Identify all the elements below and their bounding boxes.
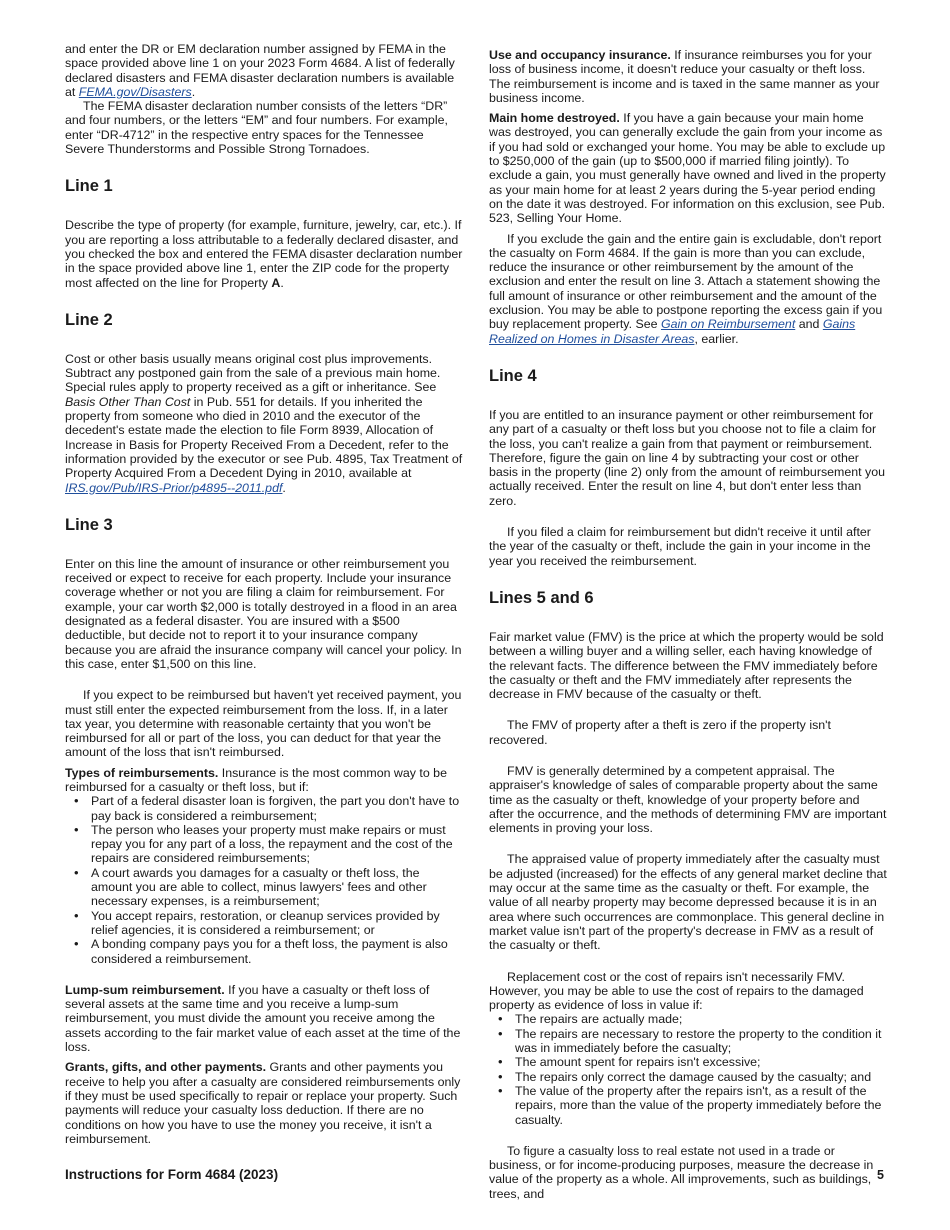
fema-number-paragraph: The FEMA disaster declaration number consists of the letters “DR” and four numbers, or the letters “EM” and four numbers. For example, enter “DR-4712” in the respective entry spaces for the Tennessee Severe Thunderstorms and Possible Strong Tornadoes. [65,99,448,157]
heading-line-1: Line 1 [65,177,113,196]
heading-lines-5-6: Lines 5 and 6 [489,588,594,607]
fema-paragraph: and enter the DR or EM declaration number assigned by FEMA in the space provided above line 1 on your 2023 Form 4684. A list of federally declared disasters and FEMA disaster declaration numbers is available at FEMA.gov/Disasters. [65,42,455,99]
right-column [489,42,887,1201]
list-item: • The repairs are necessary to restore the property to the condition it was in immediately before the casualty; [515,1027,887,1056]
heading-line-3: Line 3 [65,515,113,534]
left-column [65,42,463,1146]
exclude-gain-paragraph: If you exclude the gain and the entire gain is excludable, don't report the casualty on Form 4684. If the gain is more than you can exclude, reduce the insurance or other reimbursement by the amount of the exclusion and enter the result on line 3. Attach a statement showing the full amount of insurance or other reimbursement and the amount of the exclusion. You may be able to postpone reporting the excess gain if you buy replacement property. See Gain on Reimbursement and Gains Realized on Homes in Disaster Areas, earlier. [489,231,883,346]
line4-paragraph: If you are entitled to an insurance payment or other reimbursement for any part of a casualty or theft loss but you choose not to file a claim for the loss, you can't realize a gain from that payment or reimbursement. Therefore, figure the gain on line 4 by subtracting your cost or other basis in the property (line 2) only from the amount of reimbursement you actually received. Enter the result on line 4, but don't enter less than zero. [489,407,885,508]
grants-paragraph: Grants, gifts, and other payments. Grants and other payments you receive to help you after a casualty are considered reimbursements only if they must be used specifically to repair or replace your property. Such payments will reduce your casualty loss deduction. If there are no conditions on how you have to use the money you receive, it isn't a reimbursement. [65,1060,461,1146]
list-item: • The person who leases your property must make repairs or must repay you for any part of a loss, the repayment and the cost of the repairs are considered reimbursements; [91,823,463,866]
line1-paragraph: Describe the type of property (for example, furniture, jewelry, car, etc.). If you are reporting a loss attributable to a federally declared disaster, and you checked the box and entered the FEMA disaster declaration number in the space provided above line 1, enter the ZIP code for the property most affected on the line for Property A. [65,218,463,290]
repairs-bullet-list [489,1012,887,1126]
fmv-appraisal-paragraph: FMV is generally determined by a competent appraisal. The appraiser's knowledge of sales of comparable property about the same time as the casualty or theft, knowledge of your property before and after the occurrence, and the methods of determining FMV are important elements in proving your loss. [489,763,887,836]
line2-paragraph: Cost or other basis usually means original cost plus improvements. Subtract any postponed gain from the sale of a previous main home. Special rules apply to property received as a gift or inheritance. See Basis Other Than Cost in Pub. 551 for details. If you inherited the property from someone who died in 2010 and the executor of the decedent's estate made the election to file Form 8939, Allocation of Increase in Basis for Property Received From a Decedent, refer to the information provided by the executor or see Pub. 4895, Tax Treatment of Property Acquired From a Decedent Dying in 2010, available at IRS.gov/Pub/IRS-Prior/p4895--2011.pdf. [65,351,463,495]
use-occupancy-paragraph: Use and occupancy insurance. If insurance reimburses you for your loss of business income, it doesn't reduce your casualty or theft loss. The reimbursement is income and is taxed in the same manner as your business income. [489,48,880,105]
gain-on-reimbursement-link[interactable]: Gain on Reimbursement [660,317,796,332]
fmv-theft-paragraph: The FMV of property after a theft is zero if the property isn't recovered. [489,718,831,747]
lump-sum-paragraph: Lump-sum reimbursement. If you have a casualty or theft loss of several assets at the same time and you receive a lump-sum reimbursement, you must divide the amount you receive among the assets according to the fair market value of each asset at the time of the loss. [65,982,461,1055]
types-of-reimbursements: Types of reimbursements. Insurance is the most common way to be reimbursed for a casualty or theft loss, but if: [65,765,447,794]
list-item: • The amount spent for repairs isn't excessive; [515,1055,887,1069]
list-item: • The repairs only correct the damage caused by the casualty; and [515,1070,887,1084]
fmv-definition-paragraph: Fair market value (FMV) is the price at which the property would be sold between a willing buyer and a willing seller, each having knowledge of the relevant facts. The difference between the FMV immediately before the casualty or theft and the FMV immediately after represents the decrease in FMV because of the casualty or theft. [489,629,884,702]
pub-4895-link[interactable]: IRS.gov/Pub/IRS-Prior/p4895--2011.pdf [65,480,283,495]
real-estate-paragraph: To figure a casualty loss to real estate not used in a trade or business, or for income-producing purposes, measure the decrease in value of the property as a whole. All improvements, such as buildings, trees, and [489,1143,874,1201]
replacement-cost-paragraph: Replacement cost or the cost of repairs isn't necessarily FMV. However, you may be able to use the cost of repairs to the damaged property as evidence of loss in value if: [489,969,864,1013]
list-item: • The value of the property after the repairs isn't, as a result of the repairs, more than the value of the property immediately before the casualty. [515,1084,887,1127]
list-item: • A bonding company pays you for a theft loss, the payment is also considered a reimbursement. [91,937,463,966]
line3-paragraph: Enter on this line the amount of insurance or other reimbursement you received or expect to receive for each property. Include your insurance coverage whether or not you are filing a claim for reimbursement. For example, your car worth $2,000 is totally destroyed in a flood in an area designated as a federal disaster. You are insured with a $500 deductible, but decide not to report it to your insurance company because you are afraid the insurance company will cancel your policy. In this case, enter $1,500 on this line. [65,556,462,671]
line4-claim-paragraph: If you filed a claim for reimbursement but didn't receive it until after the year of the casualty or theft, include the gain in your income in the year you received the reimbursement. [489,525,871,568]
fema-disasters-link[interactable]: FEMA.gov/Disasters [78,84,192,99]
list-item: • The repairs are actually made; [515,1012,887,1026]
fmv-adjusted-paragraph: The appraised value of property immediately after the casualty must be adjusted (increased) for the effects of any general market decline that may occur at the same time as the casualty or theft. For example, the value of all nearby property may become depressed because it is in an area where such occurrences are commonplace. This general decline in market value isn't part of the property's decrease in FMV as a result of the casualty or theft. [489,852,887,953]
heading-line-2: Line 2 [65,310,113,329]
gains-disaster-areas-link[interactable]: Gains Realized on Homes in Disaster Areas [489,317,856,346]
heading-line-4: Line 4 [489,366,537,385]
list-item: • Part of a federal disaster loan is forgiven, the part you don't have to pay back is considered a reimbursement; [91,794,463,823]
main-home-paragraph: Main home destroyed. If you have a gain because your main home was destroyed, you can generally exclude the gain from your income as if you had sold or exchanged your home. You may be able to exclude up to $250,000 of the gain (up to $500,000 if married filing jointly). To exclude a gain, you must generally have owned and lived in the property as your main home for at least 2 years during the 5-year period ending on the date it was destroyed. For information on this exclusion, see Pub. 523, Selling Your Home. [489,111,886,226]
list-item: • You accept repairs, restoration, or cleanup services provided by relief agencies, it is considered a reimbursement; or [91,909,463,938]
page-number: 5 [877,1168,884,1182]
line3-expected-paragraph: If you expect to be reimbursed but haven't yet received payment, you must still enter the expected reimbursement from the loss. If, in a later tax year, you determine with reasonable certainty that you won't be reimbursed for all or part of the loss, you can deduct for that year the amount of the loss that isn't reimbursed. [65,688,462,760]
types-bullet-list [65,794,463,966]
list-item: • A court awards you damages for a casualty or theft loss, the amount you are able to collect, minus lawyers' fees and other necessary expenses, is a reimbursement; [91,866,463,909]
footer-form-title: Instructions for Form 4684 (2023) [65,1167,279,1182]
